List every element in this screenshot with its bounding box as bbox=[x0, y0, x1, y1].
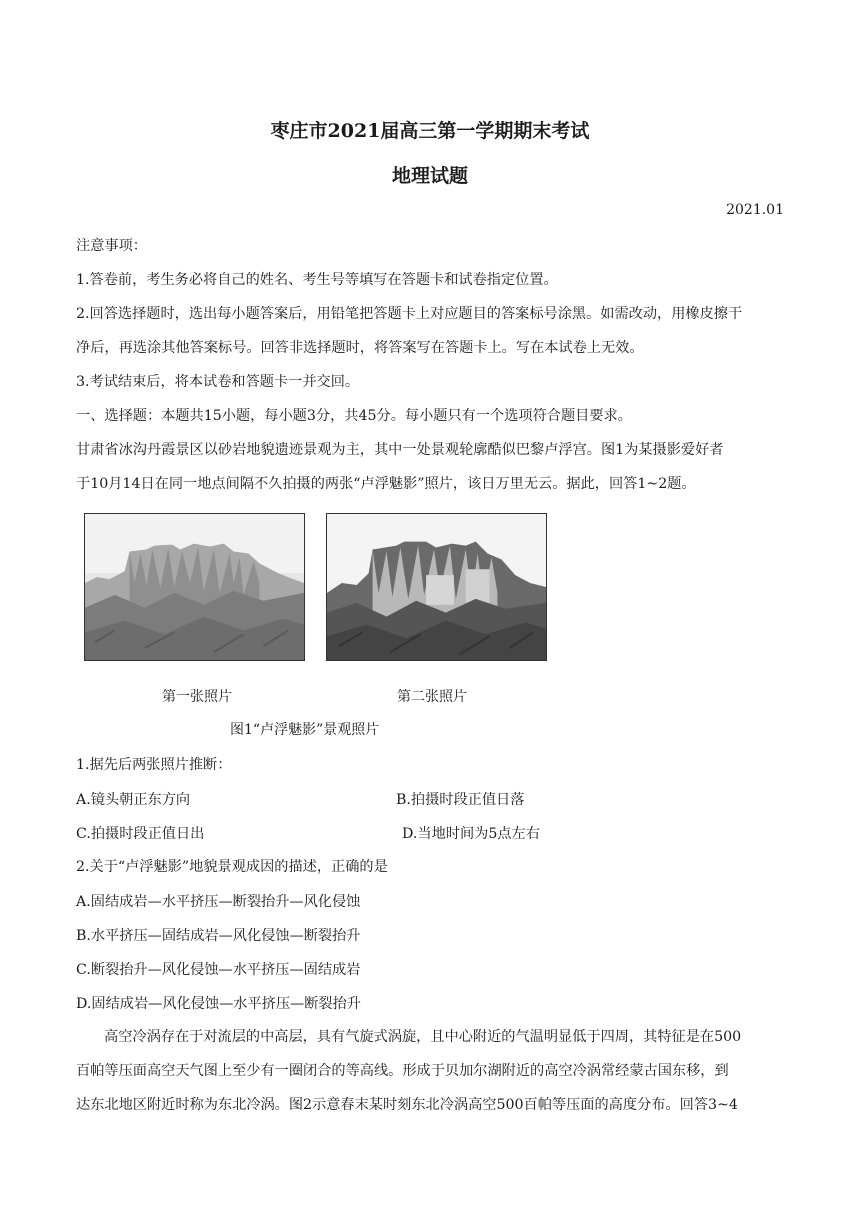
question-1-option-d: D.当地时间为5点左右 bbox=[402, 826, 540, 842]
passage-2-line-1: 高空冷涡存在于对流层的中高层，具有气旋式涡旋，且中心附近的气温明显低于四周，其特征是在500 bbox=[104, 1029, 742, 1045]
notice-item-2-cont: 净后，再选涂其他答案标号。回答非选择题时，将答案写在答题卡上。写在本试卷上无效。 bbox=[76, 340, 644, 356]
photo-1 bbox=[84, 513, 305, 661]
question-2-option-c: C.断裂抬升—风化侵蚀—水平挤压—固结成岩 bbox=[76, 962, 361, 978]
section1-intro-line-1: 甘肃省冰沟丹霞景区以砂岩地貌遗迹景观为主，其中一处景观轮廓酷似巴黎卢浮宫。图1为某摄影爱好者 bbox=[76, 442, 724, 458]
question-2-stem: 2.关于“卢浮魅影”地貌景观成因的描述，正确的是 bbox=[76, 859, 388, 875]
exam-date: 2021.01 bbox=[726, 202, 784, 218]
exam-subtitle: 地理试题 bbox=[391, 165, 468, 187]
notice-item-3: 3.考试结束后，将本试卷和答题卡一并交回。 bbox=[76, 374, 360, 390]
photo-1-caption: 第一张照片 bbox=[162, 689, 232, 705]
notice-heading: 注意事项： bbox=[76, 238, 147, 254]
photo-2-caption: 第二张照片 bbox=[397, 689, 467, 705]
question-2-option-b: B.水平挤压—固结成岩—风化侵蚀—断裂抬升 bbox=[76, 928, 361, 944]
photo-2 bbox=[326, 513, 547, 661]
notice-item-1: 1.答卷前，考生务必将自己的姓名、考生号等填写在答题卡和试卷指定位置。 bbox=[76, 272, 558, 288]
question-2-option-d: D.固结成岩—风化侵蚀—水平挤压—断裂抬升 bbox=[76, 996, 361, 1012]
figure-1-caption: 图1“卢浮魅影”景观照片 bbox=[230, 722, 380, 738]
section1-intro-line-2: 于10月14日在同一地点间隔不久拍摄的两张“卢浮魅影”照片，该日万里无云。据此，回答1~2题。 bbox=[76, 476, 696, 492]
question-1-option-b: B.拍摄时段正值日落 bbox=[396, 792, 525, 808]
passage-2-line-3: 达东北地区附近时称为东北冷涡。图2示意春末某时刻东北冷涡高空500百帕等压面的高度分布。回答3~4 bbox=[76, 1097, 738, 1113]
passage-2-line-2: 百帕等压面高空天气图上至少有一圈闭合的等高线。形成于贝加尔湖附近的高空冷涡常经蒙古国东移，到 bbox=[76, 1063, 729, 1079]
question-2-option-a: A.固结成岩—水平挤压—断裂抬升—风化侵蚀 bbox=[76, 894, 361, 910]
question-1-option-a: A.镜头朝正东方向 bbox=[76, 792, 191, 808]
landscape-photo-2-image bbox=[327, 514, 546, 660]
exam-title: 枣庄市2021届高三第一学期期末考试 bbox=[270, 120, 590, 142]
landscape-photo-1-image bbox=[85, 514, 304, 660]
section1-heading: 一、选择题：本题共15小题，每小题3分，共45分。每小题只有一个选项符合题目要求。 bbox=[76, 408, 632, 424]
notice-item-2: 2.回答选择题时，选出每小题答案后，用铅笔把答题卡上对应题目的答案标号涂黑。如需改动，用橡皮擦干 bbox=[76, 306, 743, 322]
question-1-stem: 1.据先后两张照片推断： bbox=[76, 757, 232, 773]
question-1-option-c: C.拍摄时段正值日出 bbox=[76, 826, 205, 842]
